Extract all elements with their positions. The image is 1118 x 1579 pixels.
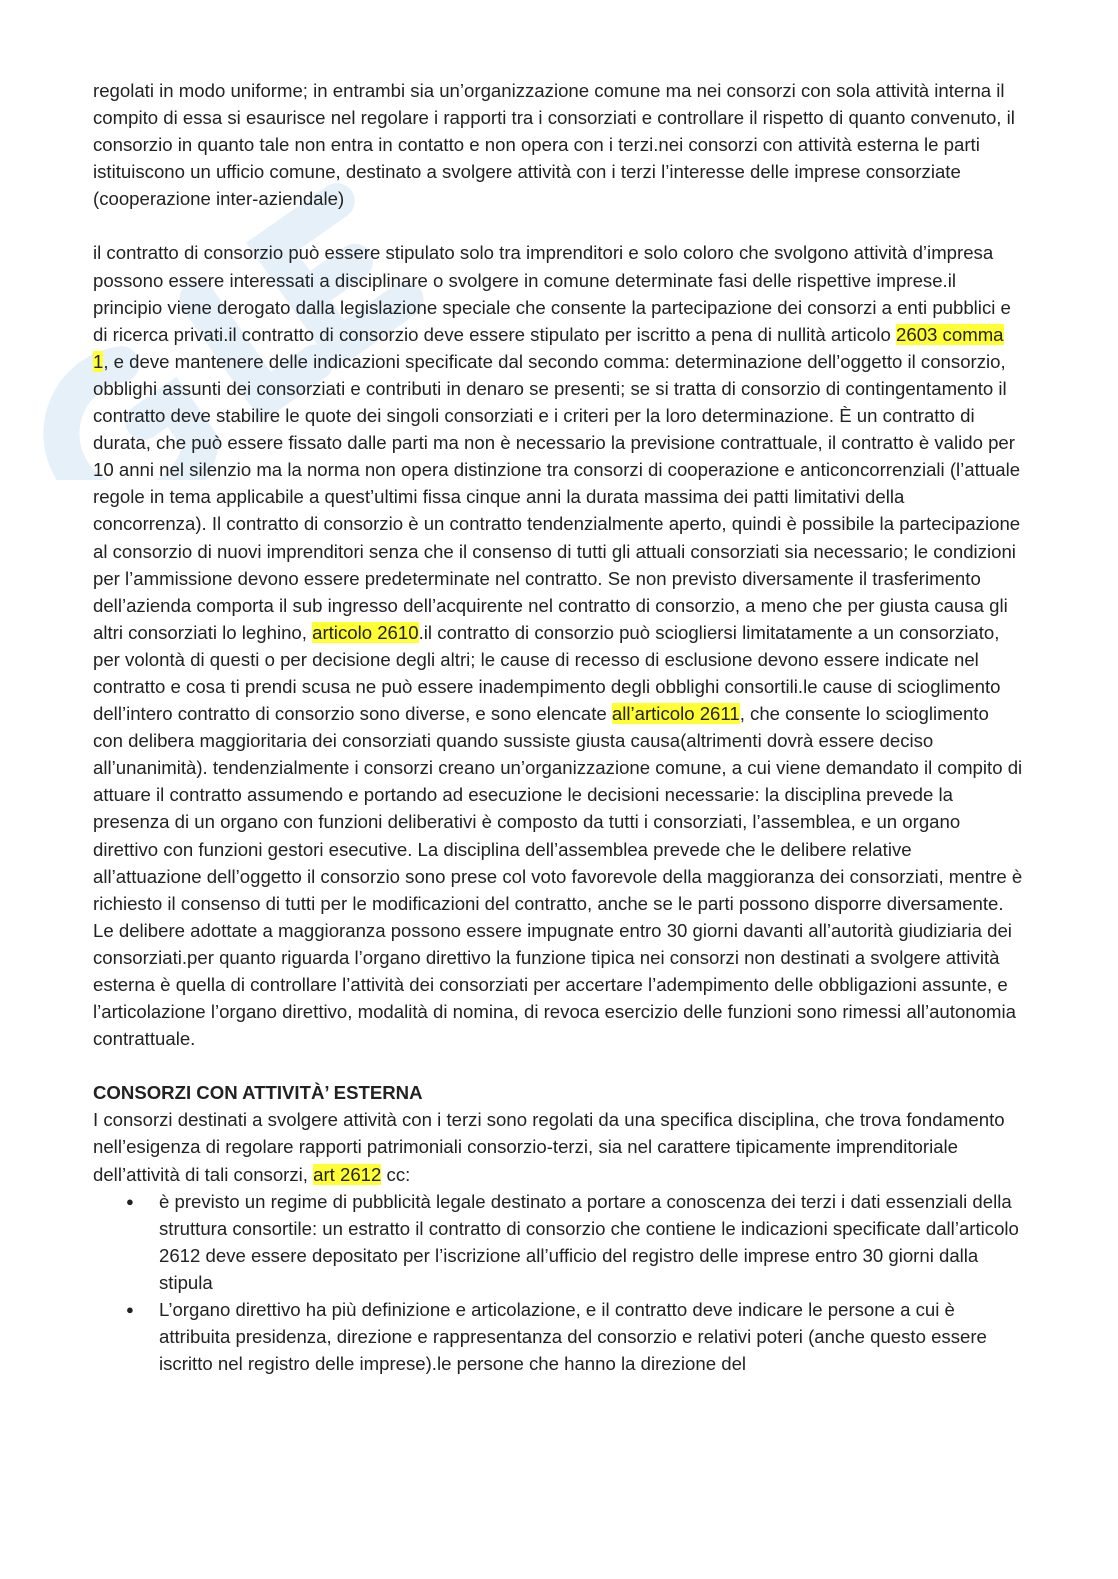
text-run: il contratto di consorzio può essere stipulato solo tra imprenditori e solo coloro che svolgono attività d’impresa possono essere interessati a disciplinare o svolgere in comune determinate fasi delle rispettive imprese.il principio viene derogato dalla legislazione speciale che consente la partecipazione dei consorzi a enti pubblici e di ricerca privati.il contratto di consorzio deve essere stipulato per iscritto a pena di nullità articolo: [93, 242, 1011, 345]
document-page: [93, 77, 1023, 1377]
bullet-item: ● L’organo direttivo ha più definizione e articolazione, e il contratto deve indicare le persone a cui è attribuita presidenza, direzione e rappresentanza del consorzio e relativi poteri (anche questo essere iscritto nel registro delle imprese).le persone che hanno la direzione del: [93, 1296, 1023, 1377]
highlight-2611: all’articolo 2611: [611, 703, 740, 725]
paragraph-2: [93, 239, 1023, 1052]
paragraph-3: [93, 1106, 1023, 1187]
paragraph-1: regolati in modo uniforme; in entrambi sia un’organizzazione comune ma nei consorzi con sola attività interna il compito di essa si esaurisce nel regolare i rapporti tra i consorziati e controllare il rispetto di quanto convenuto, il consorzio in quanto tale non entra in contatto e non opera con i terzi.nei consorzi con attività esterna le parti istituiscono un ufficio comune, destinato a svolgere attività con i terzi l’interesse delle imprese consorziate (cooperazione inter-aziendale): [93, 80, 1015, 210]
highlight-2612: art 2612: [313, 1163, 382, 1185]
highlight-2603: 2603 comma 1: [93, 323, 1004, 372]
text-run: cc:: [381, 1163, 411, 1185]
bullet-item: ● è previsto un regime di pubblicità legale destinato a portare a conoscenza dei terzi i dati essenziali della struttura consortile: un estratto il contratto di consorzio che contiene le indicazioni specificate dall’articolo 2612 deve essere depositato per l’iscrizione all’ufficio del registro delle imprese entro 30 giorni dalla stipula: [93, 1188, 1023, 1296]
text-run: I consorzi destinati a svolgere attività con i terzi sono regolati da una specifica disciplina, che trova fondamento nell’esigenza di regolare rapporti patrimoniali consorzio-terzi, sia nel carattere tipicamente imprenditoriale dell’attività di tali consorzi,: [93, 1109, 1005, 1185]
text-run: , e deve mantenere delle indicazioni specificate dal secondo comma: determinazione dell’oggetto il consorzio, obblighi assunti dei consorziati e contributi in denaro se presenti; se si tratta di consorzio di contingentamento il contratto deve stabilire le quote dei singoli consorziati e i criteri per la loro determinazione. È un contratto di durata, che può essere fissato dalle parti ma non è necessario la previsione contrattuale, il contratto è valido per 10 anni nel silenzio ma la norma non opera distinzione tra consorzi di cooperazione e anticoncorrenziali (l’attuale regole in tema applicabile a quest’ultimi fissa cinque anni la durata massima dei patti limitativi della concorrenza). Il contratto di consorzio è un contratto tendenzialmente aperto, quindi è possibile la partecipazione al consorzio di nuovi imprenditori senza che il consenso di tutti gli attuali consorziati sia necessario; le condizioni per l’ammissione devono essere predeterminate nel contratto. Se non previsto diversamente il trasferimento dell’azienda comporta il sub ingresso dell’acquirente nel contratto di consorzio, a meno che per giusta causa gli altri consorziati lo leghino,: [93, 350, 1021, 643]
text-run: , che consente lo scioglimento con delibera maggioritaria dei consorziati quando sussiste giusta causa(altrimenti dovrà essere deciso all’unanimità). tendenzialmente i consorzi creano un’organizzazione comune, a cui viene demandato il compito di attuare il contratto assumendo e portando ad esecuzione le decisioni necessarie: la disciplina prevede la presenza di un organo con funzioni deliberativi è composto da tutti i consorziati, l’assemblea, e un organo direttivo con funzioni gestori esecutive. La disciplina dell’assemblea prevede che le delibere relative all’attuazione dell’oggetto il consorzio sono prese col voto favorevole della maggioranza dei consorziati, mentre è richiesto il consenso di tutti per le modificazioni del contratto, anche se le parti possono disporre diversamente. Le delibere adottate a maggioranza possono essere impugnate entro 30 giorni davanti all’autorità giudiziaria dei consorziati.per quanto riguarda l’organo direttivo la funzione tipica nei consorzi non destinati a svolgere attività esterna è quella di controllare l’attività dei consorziati per accertare l’adempimento delle obbligazioni assunte, e l’articolazione l’organo direttivo, modalità di nomina, di revoca esercizio delle funzioni sono rimessi all’autonomia contrattuale.: [93, 703, 1023, 1050]
section-heading: CONSORZI CON ATTIVITÀ’ ESTERNA: [93, 1082, 423, 1104]
text-run: .il contratto di consorzio può sciogliersi limitatamente a un consorziato, per volontà di questi o per decisione degli altri; le cause di recesso di esclusione devono essere indicate nel contratto e cosa ti prendi scusa ne può essere inadempimento degli obblighi consortili.le cause di scioglimento dell’intero contratto di consorzio sono diverse, e sono elencate: [93, 621, 1001, 725]
highlight-2610: articolo 2610: [312, 621, 419, 643]
bullet-list: [93, 1188, 1023, 1378]
